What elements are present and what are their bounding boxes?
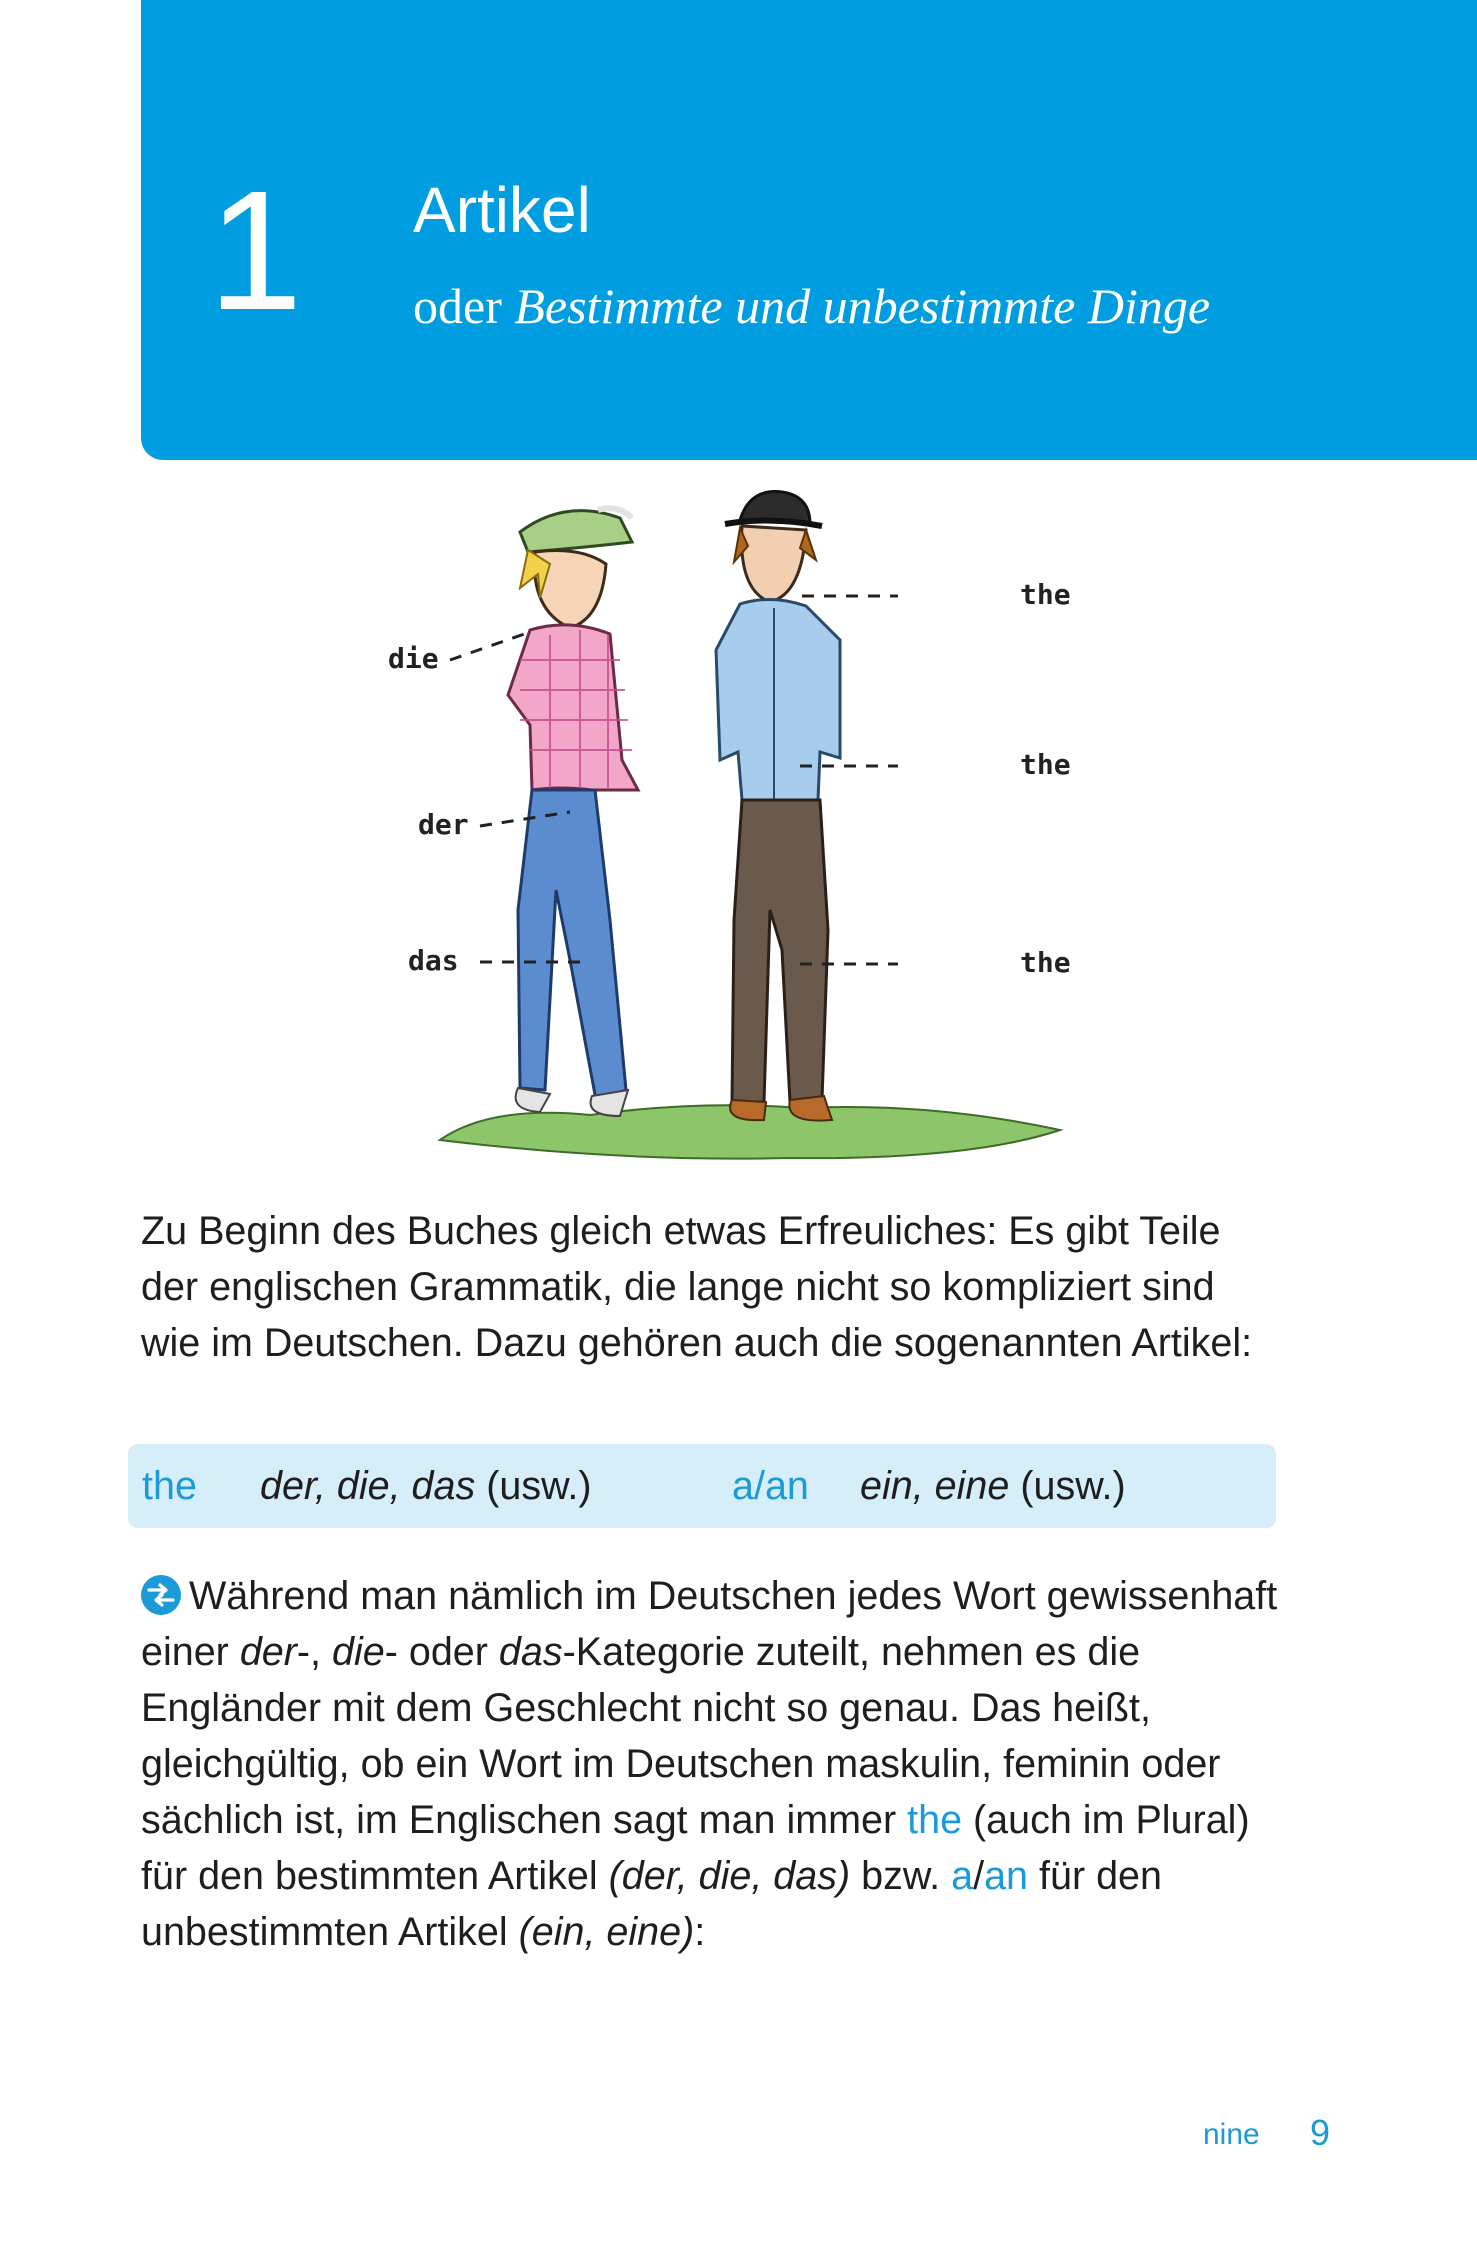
- label-the-head: the: [1020, 578, 1071, 611]
- label-the-legs: the: [1020, 946, 1071, 979]
- label-die: die: [388, 642, 439, 675]
- indefinite-article-de-words: ein, eine: [860, 1464, 1010, 1508]
- page-number: 9: [1310, 2112, 1331, 2153]
- expl-an: an: [984, 1854, 1029, 1898]
- indefinite-article-de: [860, 1444, 1126, 1528]
- compare-arrows-icon: [141, 1575, 181, 1615]
- article-summary-box: [128, 1444, 1276, 1528]
- label-the-waist: the: [1020, 748, 1071, 781]
- expl-der: der: [239, 1630, 297, 1674]
- right-man-figure: [716, 492, 840, 1121]
- expl-die: die: [332, 1630, 385, 1674]
- expl-text-6: bzw.: [850, 1854, 952, 1898]
- page-number-word: nine: [1203, 2118, 1260, 2151]
- expl-def-articles: (der, die, das): [608, 1854, 851, 1898]
- expl-text-4: -Kategorie zuteilt, nehmen es die Engländer mit dem Geschlecht nicht so genau. Das heißt, gleichgültig, ob ein Wort im Deutschen maskulin, feminin oder sächlich ist, im Englischen sagt man immer: [141, 1630, 1221, 1842]
- label-das: das: [408, 944, 459, 977]
- expl-text-2: -,: [296, 1630, 333, 1674]
- indefinite-article-en: a/an: [732, 1464, 809, 1508]
- expl-text-7: für den unbestimmten Artikel: [141, 1854, 1162, 1954]
- chapter-title: Artikel: [413, 174, 591, 246]
- left-man-figure: [508, 508, 638, 1116]
- definite-article-de-words: der, die, das: [260, 1464, 476, 1508]
- expl-a: a: [951, 1854, 974, 1898]
- definite-article-de-suffix: (usw.): [475, 1464, 592, 1508]
- subtitle-italic: Bestimmte und unbestimmte Dinge: [514, 278, 1211, 334]
- indefinite-article-de-suffix: (usw.): [1009, 1464, 1126, 1508]
- chapter-number: 1: [208, 156, 299, 346]
- explanation-paragraph: [141, 1568, 1281, 1960]
- expl-text-8: :: [694, 1910, 706, 1954]
- label-der: der: [418, 808, 469, 841]
- definite-article-de: [260, 1444, 592, 1528]
- expl-das: das: [498, 1630, 563, 1674]
- intro-paragraph: Zu Beginn des Buches gleich etwas Erfreuliches: Es gibt Teile der englischen Grammatik, die lange nicht so kompliziert sind wie im Deutschen. Dazu gehören auch die sogenannten Artikel:: [141, 1209, 1253, 1365]
- expl-text-5: (auch im Plural) für den bestimmten Artikel: [141, 1798, 1250, 1898]
- subtitle-prefix: oder: [413, 278, 502, 334]
- chapter-subtitle: [413, 272, 1213, 340]
- definite-article-en: the: [142, 1464, 197, 1508]
- article-illustration: [370, 490, 1090, 1170]
- expl-indef-articles: (ein, eine): [518, 1910, 695, 1954]
- chapter-header: [141, 0, 1477, 460]
- expl-the: the: [907, 1798, 963, 1842]
- expl-slash: /: [973, 1854, 985, 1898]
- expl-text-1: Während man nämlich im Deutschen jedes Wort gewissenhaft einer: [141, 1574, 1278, 1674]
- expl-text-3: - oder: [384, 1630, 499, 1674]
